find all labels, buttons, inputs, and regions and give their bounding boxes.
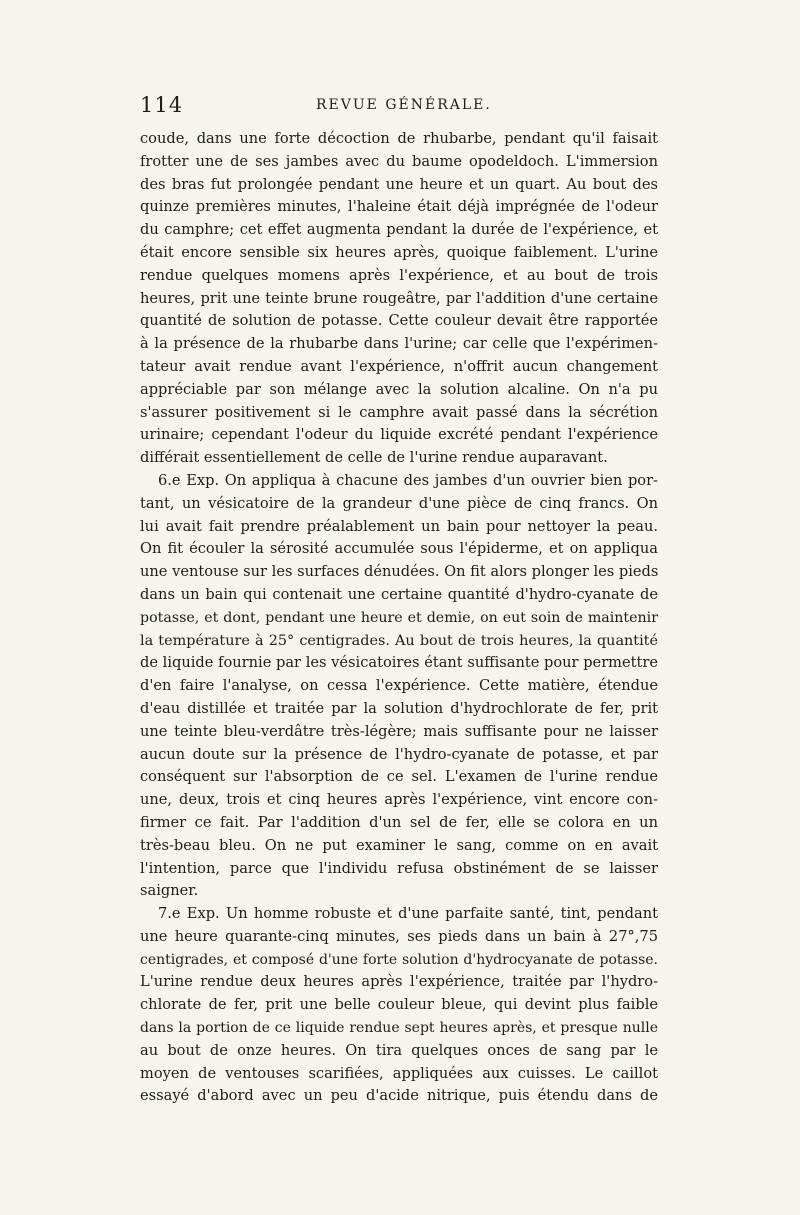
text-line: une, deux, trois et cinq heures après l'expérience, vint encore con-: [140, 791, 658, 809]
text-line: L'urine rendue deux heures après l'expérience, traitée par l'hydro-: [140, 973, 658, 991]
text-line: heures, prit une teinte brune rougeâtre, par l'addition d'une certaine: [140, 289, 658, 307]
text-line: des bras fut prolongée pendant une heure et un quart. Au bout des: [140, 175, 658, 193]
text-line: urinaire; cependant l'odeur du liquide excrété pendant l'expérience: [140, 426, 658, 444]
text-line: dans la portion de ce liquide rendue sept heures après, et presque nulle: [140, 1020, 658, 1037]
text-line: une ventouse sur les surfaces dénudées. On fit alors plonger les pieds: [140, 563, 659, 581]
text-line: une heure quarante-cinq minutes, ses pieds dans un bain à 27°,75: [140, 927, 658, 945]
text-line: chlorate de fer, prit une belle couleur bleue, qui devint plus faible: [140, 996, 658, 1014]
text-line: appréciable par son mélange avec la solution alcaline. On n'a pu: [140, 380, 658, 398]
text-line: potasse, et dont, pendant une heure et demie, on eut soin de maintenir: [140, 609, 658, 626]
text-line: conséquent sur l'absorption de ce sel. L'examen de l'urine rendue: [140, 768, 658, 786]
body-text: [140, 128, 658, 1108]
text-line: du camphre; cet effet augmenta pendant la durée de l'expérience, et: [140, 221, 658, 239]
text-line: de liquide fournie par les vésicatoires étant suffisante pour permettre: [140, 654, 658, 672]
text-line: lui avait fait prendre préalablement un bain pour nettoyer la peau.: [140, 517, 658, 535]
text-line: frotter une de ses jambes avec du baume opodeldoch. L'immersion: [140, 152, 658, 170]
text-line: quinze premières minutes, l'haleine était déjà imprégnée de l'odeur: [140, 198, 658, 216]
text-line: d'en faire l'analyse, on cessa l'expérience. Cette matière, étendue: [140, 677, 658, 695]
text-line: une teinte bleu-verdâtre très-légère; mais suffisante pour ne laisser: [140, 722, 658, 740]
text-line: saigner.: [140, 882, 199, 900]
text-line: était encore sensible six heures après, quoique faiblement. L'urine: [140, 243, 658, 261]
page-number: 114: [140, 93, 184, 117]
text-line: tateur avait rendue avant l'expérience, n'offrit aucun changement: [140, 357, 658, 375]
text-line: quantité de solution de potasse. Cette couleur devait être rapportée: [140, 312, 658, 330]
text-line: différait essentiellement de celle de l'urine rendue auparavant.: [140, 449, 608, 467]
text-line: centigrades, et composé d'une forte solution d'hydrocyanate de potasse.: [140, 951, 658, 968]
text-line: dans un bain qui contenait une certaine quantité d'hydro-cyanate de: [140, 585, 658, 603]
text-line: rendue quelques momens après l'expérience, et au bout de trois: [140, 266, 658, 284]
text-line: au bout de onze heures. On tira quelques onces de sang par le: [140, 1041, 658, 1059]
text-line: firmer ce fait. Par l'addition d'un sel de fer, elle se colora en un: [140, 813, 658, 831]
text-line: à la présence de la rhubarbe dans l'urine; car celle que l'expérimen-: [140, 335, 658, 353]
text-line: On fit écouler la sérosité accumulée sous l'épiderme, et on appliqua: [140, 540, 658, 558]
text-line: tant, un vésicatoire de la grandeur d'une pièce de cinq francs. On: [140, 494, 658, 512]
text-line: s'assurer positivement si le camphre avait passé dans la sécrétion: [140, 403, 658, 421]
text-line: l'intention, parce que l'individu refusa obstinément de se laisser: [140, 859, 658, 877]
running-head: [140, 93, 660, 119]
text-line: très-beau bleu. On ne put examiner le sang, comme on en avait: [140, 836, 658, 854]
text-line: essayé d'abord avec un peu d'acide nitrique, puis étendu dans de: [140, 1087, 658, 1105]
text-line: d'eau distillée et traitée par la solution d'hydrochlorate de fer, prit: [140, 699, 658, 717]
text-line: 7.e Exp. Un homme robuste et d'une parfaite santé, tint, pendant: [158, 905, 658, 923]
text-line: coude, dans une forte décoction de rhubarbe, pendant qu'il faisait: [140, 130, 658, 147]
running-title: REVUE GÉNÉRALE.: [316, 97, 492, 113]
text-line: aucun doute sur la présence de l'hydro-cyanate de potasse, et par: [140, 745, 658, 763]
text-line: la température à 25° centigrades. Au bout de trois heures, la quantité: [140, 632, 658, 649]
text-line: moyen de ventouses scarifiées, appliquées aux cuisses. Le caillot: [140, 1064, 658, 1082]
text-line: 6.e Exp. On appliqua à chacune des jambes d'un ouvrier bien por-: [158, 471, 658, 489]
